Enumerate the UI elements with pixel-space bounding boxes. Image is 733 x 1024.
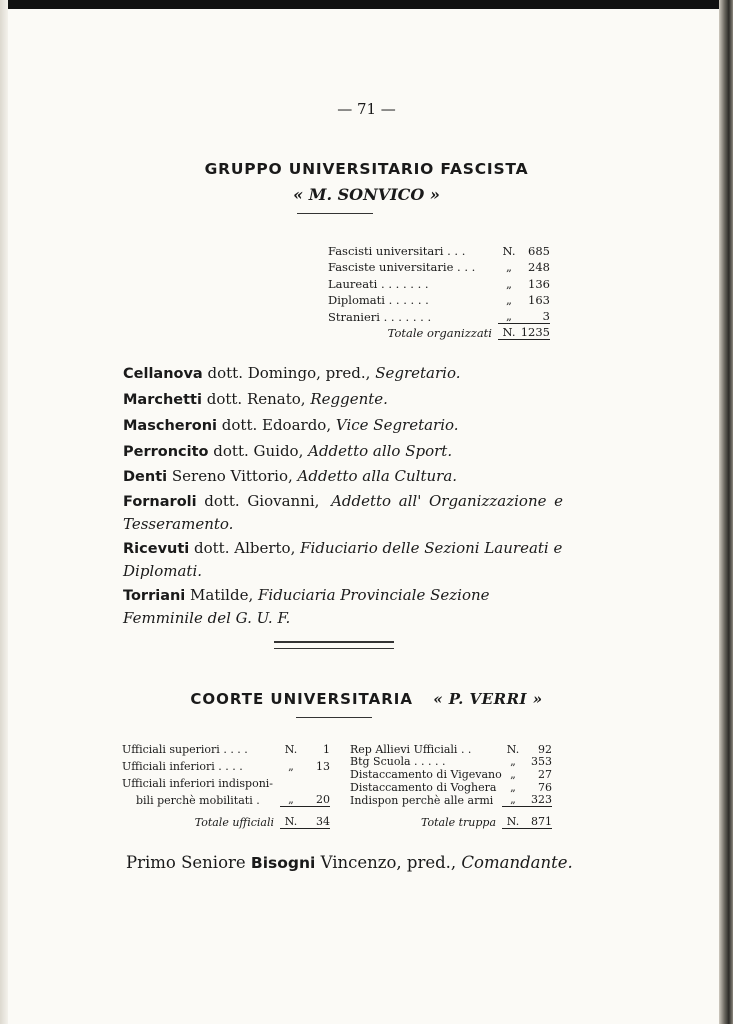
gruppo-title: GRUPPO UNIVERSITARIO FASCISTA — [204, 160, 529, 178]
member-entry — [123, 440, 563, 463]
row-value: 76 — [538, 781, 552, 794]
row-label: bili perchè mobilitati . — [136, 794, 260, 807]
stats-value: 3 — [520, 309, 550, 324]
truppa-table — [350, 742, 552, 829]
member-role: Vice Segretario. — [335, 416, 459, 434]
ufficiali-row — [122, 790, 330, 807]
member-role: Addetto alla Cultura. — [297, 467, 458, 485]
row-n: „ — [510, 755, 516, 768]
member-name: Cellanova — [123, 366, 203, 382]
total-label: Totale truppa — [420, 816, 496, 829]
member-entry — [123, 388, 563, 411]
member-details: dott. Renato, — [201, 390, 311, 408]
row-value: 323 — [524, 793, 552, 807]
total-value: 871 — [524, 815, 552, 829]
member-entry — [123, 537, 563, 582]
member-name: Perroncito — [123, 444, 209, 460]
row-n: N. — [284, 743, 298, 756]
total-n: N. — [502, 815, 524, 829]
page-binding-edge — [719, 0, 733, 1024]
gruppo-stats-table — [328, 241, 550, 340]
coorte-title: COORTE UNIVERSITARIA — [190, 690, 413, 708]
member-role: Segretario. — [375, 364, 461, 382]
row-value: 353 — [531, 755, 552, 768]
commander-rank: Primo Seniore — [126, 853, 251, 872]
stats-label: Stranieri . . . . . . . — [328, 309, 432, 324]
stats-total-value: 1235 — [520, 325, 550, 339]
total-label: Totale ufficiali — [194, 816, 274, 829]
member-name: Fornaroli — [123, 494, 197, 510]
commander-role: Comandante. — [461, 853, 573, 872]
stats-label: Fasciste universitarie . . . — [328, 260, 476, 274]
stats-n: „ — [506, 260, 512, 274]
title-rule — [297, 213, 373, 214]
row-n: „ — [280, 793, 302, 807]
member-name: Mascheroni — [123, 418, 218, 434]
row-label: Ufficiali inferiori indisponi- — [122, 777, 274, 790]
member-name: Denti — [123, 469, 168, 485]
member-details: dott. Domingo, pred., — [202, 364, 376, 382]
stats-n: N. — [502, 243, 516, 258]
coorte-title-name: « P. VERRI » — [433, 690, 543, 708]
stats-label: Diplomati . . . . . . — [328, 293, 429, 307]
row-n: „ — [510, 768, 516, 781]
row-value: 1 — [323, 743, 330, 756]
truppa-total-row — [350, 807, 552, 829]
member-role: Fiduciario delle Sezioni Laureati e Diplomati. — [123, 539, 563, 580]
stats-n: „ — [506, 276, 512, 291]
stats-value: 163 — [528, 293, 550, 307]
coorte-rule — [296, 717, 372, 718]
row-n: „ — [502, 793, 524, 807]
row-label: Rep Allievi Ufficiali . . — [350, 743, 472, 756]
member-details: dott. Edoardo, — [217, 416, 336, 434]
stats-value: 685 — [528, 243, 550, 258]
member-entry — [123, 584, 563, 629]
member-entry — [123, 414, 563, 437]
row-value: 92 — [538, 743, 552, 756]
row-label: Ufficiali inferiori . . . . — [122, 760, 243, 773]
row-value: 27 — [538, 768, 552, 781]
stats-total-n: N. — [498, 325, 520, 340]
row-label: Distaccamento di Vigevano — [350, 768, 502, 781]
member-details: dott. Guido, — [208, 442, 309, 460]
commander-details: Vincenzo, pred., — [315, 853, 462, 872]
row-n: „ — [288, 760, 294, 773]
stats-row — [328, 241, 550, 258]
truppa-row — [350, 742, 552, 756]
stats-label: Laureati . . . . . . . — [328, 276, 429, 291]
member-role: Addetto all' Organizzazione e Tesseramento. — [123, 492, 563, 533]
row-label: Indispon perchè alle armi — [350, 794, 494, 807]
row-n: „ — [510, 781, 516, 794]
ufficiali-row — [122, 742, 330, 756]
member-details: dott. Giovanni, — [196, 492, 328, 510]
ufficiali-row — [122, 756, 330, 773]
stats-value: 136 — [528, 276, 550, 291]
page-top-edge — [0, 0, 733, 9]
member-role: Addetto allo Sport. — [308, 442, 453, 460]
ufficiali-total-row — [122, 807, 330, 829]
stats-label: Fascisti universitari . . . — [328, 243, 466, 258]
row-value: 20 — [302, 793, 330, 807]
member-role: Fiduciaria Provinciale Sezione Femminile del G. U. F. — [123, 586, 490, 627]
member-name: Ricevuti — [123, 541, 190, 557]
row-label: Ufficiali superiori . . . . — [122, 743, 248, 756]
stats-value: 248 — [528, 260, 550, 274]
total-n: N. — [280, 815, 302, 829]
member-name: Torriani — [123, 588, 186, 604]
stats-n: „ — [506, 293, 512, 307]
member-name: Marchetti — [123, 392, 202, 408]
row-label: Btg Scuola . . . . . — [350, 755, 446, 768]
stats-row — [328, 274, 550, 291]
truppa-row — [350, 756, 552, 768]
stats-total-label: Totale organizzati — [387, 326, 492, 340]
stats-total-row — [328, 324, 550, 341]
stats-row — [328, 307, 550, 324]
page-left-edge — [0, 0, 8, 1024]
page-number: — 71 — — [337, 100, 396, 118]
member-details: Matilde, — [185, 586, 258, 604]
gruppo-subtitle: « M. SONVICO » — [293, 185, 440, 204]
truppa-row — [350, 768, 552, 781]
ufficiali-row — [122, 773, 330, 790]
commander-name: Bisogni — [250, 854, 316, 872]
ufficiali-table — [122, 742, 330, 829]
stats-row — [328, 291, 550, 308]
truppa-row — [350, 794, 552, 807]
row-value: 13 — [316, 760, 330, 773]
member-details: Sereno Vittorio, — [167, 467, 298, 485]
total-value: 34 — [302, 815, 330, 829]
stats-row — [328, 258, 550, 275]
row-n: N. — [506, 743, 520, 756]
stats-n: „ — [498, 309, 520, 324]
coorte-heading — [0, 690, 733, 708]
member-entry — [123, 490, 563, 535]
row-label: Distaccamento di Voghera — [350, 781, 497, 794]
member-entry — [123, 465, 563, 488]
commander-line — [126, 853, 573, 872]
member-details: dott. Alberto, — [189, 539, 301, 557]
member-entry — [123, 362, 563, 385]
section-divider — [274, 641, 394, 649]
member-role: Reggente. — [310, 390, 388, 408]
